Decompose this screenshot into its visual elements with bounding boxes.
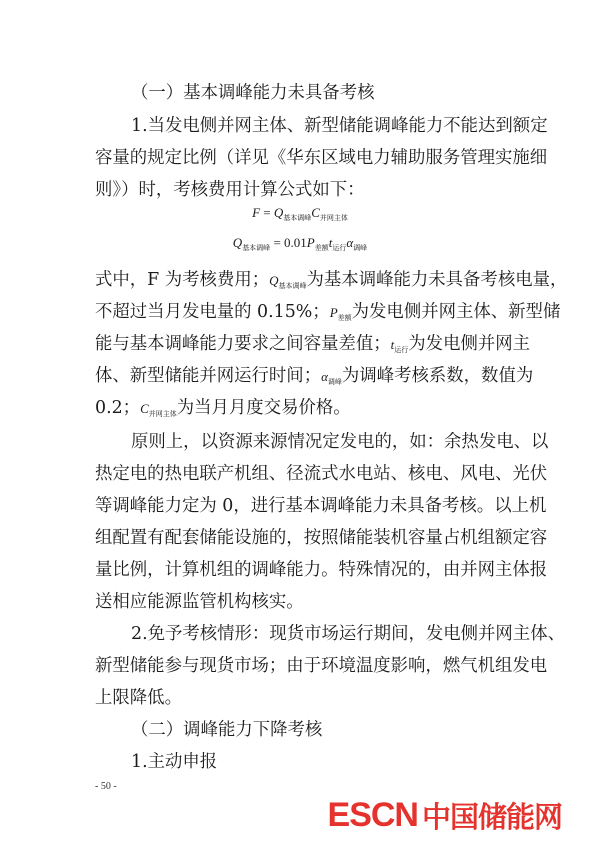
escn-logo: [328, 795, 562, 835]
paragraph-3-line-3: 等调峰能力定为 0，进行基本调峰能力未具备考核。以上机: [95, 496, 547, 516]
paragraph-4-line-2: 新型储能参与现货市场；由于环境温度影响，燃气机组发电: [95, 656, 548, 676]
page-number: - 50 -: [95, 781, 117, 792]
section-heading-1: （一）基本调峰能力未具备考核: [131, 83, 375, 103]
logo-chinese: 中国储能网: [421, 799, 562, 834]
paragraph-3-line-1: 原则上，以资源来源情况定发电的，如：余热发电、以: [131, 432, 549, 452]
paragraph-4-line-3: 上限降低。: [95, 688, 182, 708]
paragraph-3-line-6: 送相应能源监管机构核实。: [95, 592, 304, 612]
paragraph-2-line-2: 不超过当月发电量的 0.15%；$P_{差额}$为发电侧并网主体、新型储: [95, 302, 561, 322]
section-heading-2: （二）调峰能力下降考核: [131, 720, 323, 740]
paragraph-2-line-4: 体、新型储能并网运行时间；$\alpha_{调峰}$为调峰考核系数，数值为: [95, 366, 534, 386]
paragraph-2-line-1: 式中，F 为考核费用；$Q_{基本调峰}$为基本调峰能力未具备考核电量，: [95, 270, 568, 290]
list-item-1: 1.主动申报: [131, 752, 218, 772]
logo-latin: ESCN: [327, 795, 418, 834]
paragraph-3-line-4: 组配置有配套储能设施的，按照储能装机容量占机组额定容: [95, 528, 548, 548]
paragraph-3-line-2: 热定电的热电联产机组、径流式水电站、核电、风电、光伏: [95, 464, 548, 484]
paragraph-4-line-1: 2.免予考核情形：现货市场运行期间，发电侧并网主体、: [131, 624, 565, 644]
formula-fee: $F = Q_{基本调峰}C_{并网主体}$: [252, 205, 348, 222]
paragraph-2-line-3: 能与基本调峰能力要求之间容量差值；$t_{运行}$为发电侧并网主: [95, 334, 531, 354]
formula-energy: $Q_{基本调峰} = 0.01P_{差额}t_{运行}\alpha_{调峰}$: [232, 235, 368, 252]
paragraph-3-line-5: 量比例，计算机组的调峰能力。特殊情况的，由并网主体报: [95, 560, 548, 580]
paragraph-1-line-1: 1.当发电侧并网主体、新型储能调峰能力不能达到额定: [131, 116, 548, 136]
paragraph-2-line-5: 0.2；$C_{并网主体}$为当月月度交易价格。: [95, 398, 351, 418]
paragraph-1-line-2: 容量的规定比例（详见《华东区域电力辅助服务管理实施细: [95, 148, 548, 168]
paragraph-1-line-3: 则》）时，考核费用计算公式如下：: [95, 180, 365, 200]
